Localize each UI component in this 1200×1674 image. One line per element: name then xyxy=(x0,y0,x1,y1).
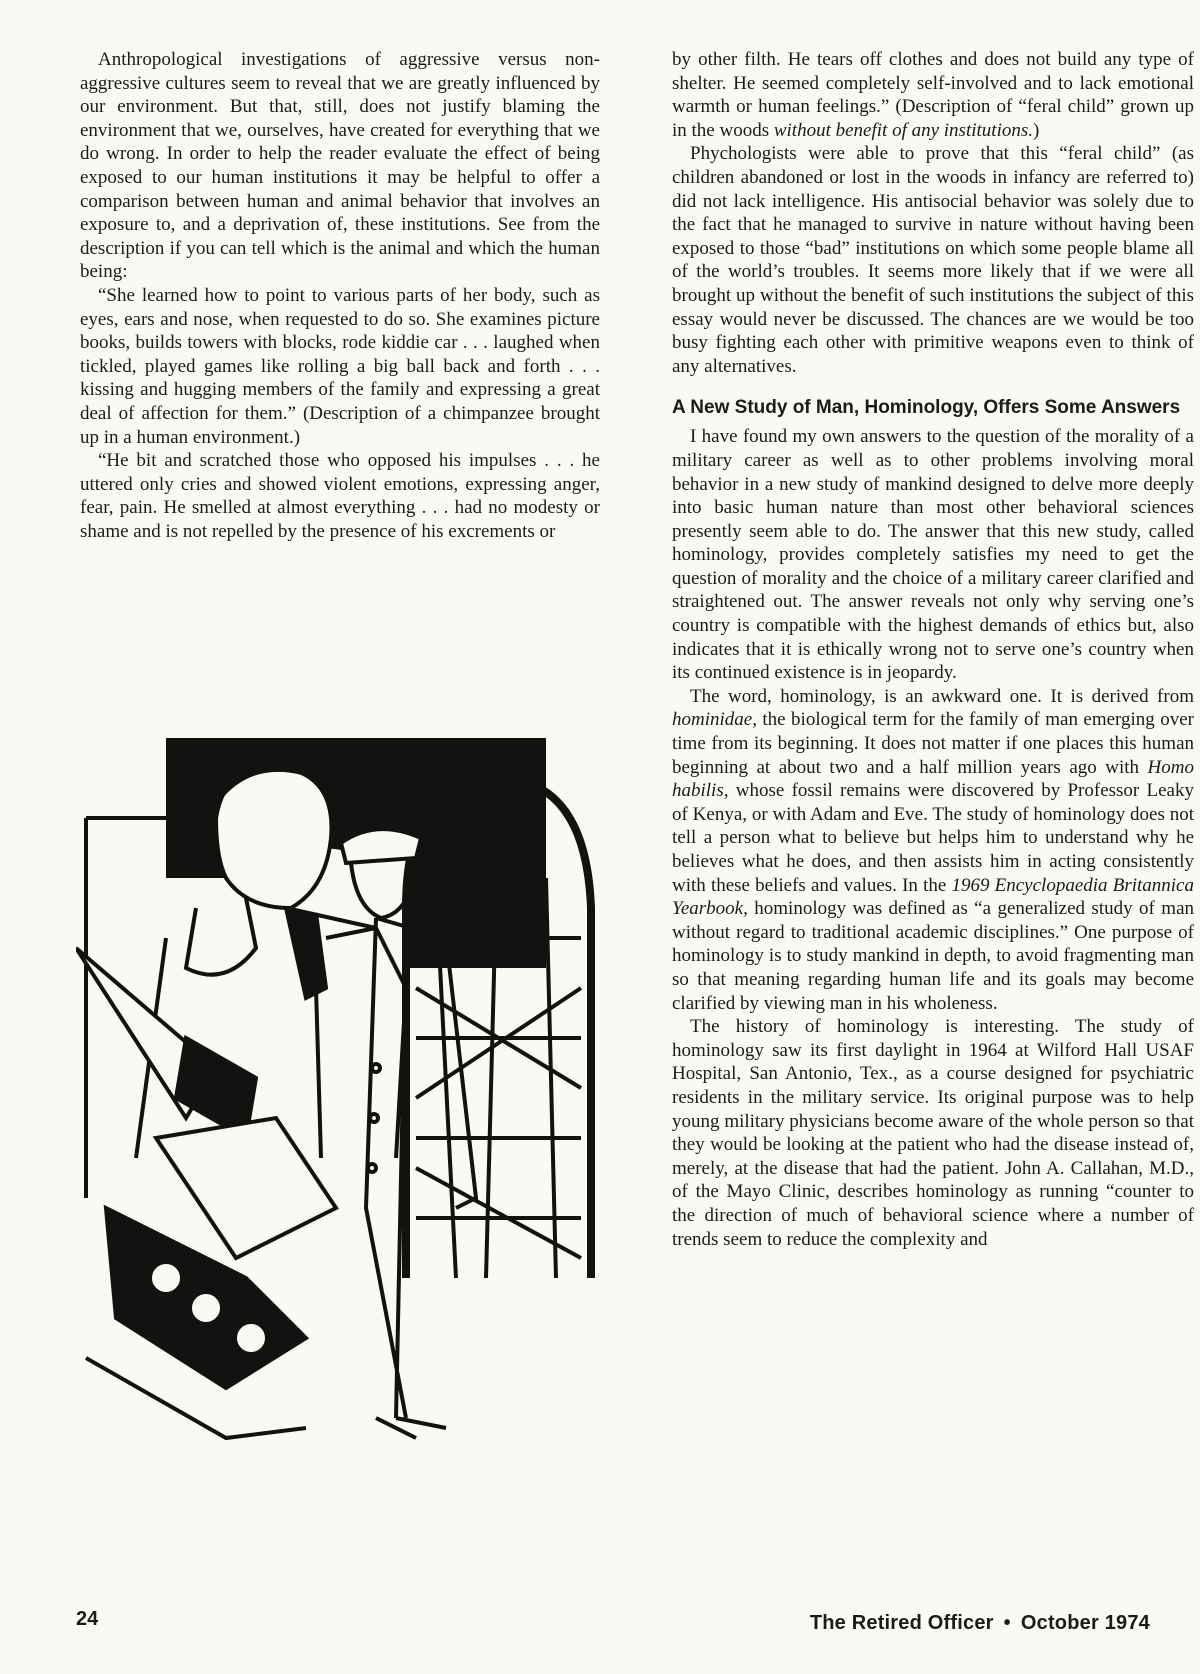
italic-run: hominidae, xyxy=(672,709,757,731)
tank-drawing xyxy=(86,1118,336,1438)
body-paragraph: The history of hominology is interesting. The study of hominology saw its first daylight in 1964 at Wilford Hall USAF Hospital, San Antonio, Tex., as a course designed for psychiatric residents in the military service. Its original purpose was to help young military physicians become aware of the whole person so that they would be looking at the patient who had the disease instead of, merely, at the disease that had the patient. John A. Callahan, M.D., of the Mayo Clinic, describes hominology as running “counter to the direction of much of behavioral science where a number of trends seem to reduce the complexity and xyxy=(672,1016,1194,1250)
right-column xyxy=(672,48,1194,1251)
body-paragraph: “He bit and scratched those who opposed his impulses . . . he uttered only cries and showed violent emotions, expressing anger, fear, pain. He smelled at almost everything . . . had no modesty or shame and is not repelled by the presence of his excrements or xyxy=(80,450,600,542)
text-run: whose fossil remains were discovered by Professor Leaky of Kenya, or with Adam and Eve. The study of hominology does not tell a person what to believe but helps him to understand why he believes what he does, and then assists him in acting consistently with these beliefs and values. In the xyxy=(672,780,1194,896)
section-heading: A New Study of Man, Hominology, Offers Some Answers xyxy=(672,397,1181,419)
italic-run: Homo habilis, xyxy=(672,756,1194,802)
separator-dot: • xyxy=(1003,1612,1011,1634)
article-illustration xyxy=(76,738,606,1508)
page-number: 24 xyxy=(76,1608,99,1630)
italic-run: without benefit of any institutions. xyxy=(773,119,1033,141)
missile-drawing xyxy=(76,948,256,1138)
text-run: by other filth. He tears off clothes and does not build any type of shelter. He seemed completely self-involved and to lack emotional warmth or human feelings.” (Description of “feral child” grown up in the woods xyxy=(672,49,1194,141)
body-paragraph xyxy=(672,685,1194,1015)
body-paragraph: Phychologists were able to prove that this “feral child” (as children abandoned or lost in the woods in infancy are referred to) did not lack intelligence. His antisocial behavior was solely due to the fact that he managed to survive in nature without having been exposed to those “bad” institutions on which some people blame all of the world’s troubles. It seems more likely that if we were all brought up without the benefit of such institutions the subject of this essay would never be discussed. The chances are we would be too busy fighting each other with primitive weapons even to think of any alternatives. xyxy=(672,143,1194,377)
body-paragraph: “She learned how to point to various parts of her body, such as eyes, ears and nose, when requested to do so. She examines picture books, builds towers with blocks, rode kiddie car . . . laughed when tickled, played games like rolling a big ball back and forth . . . kissing and hugging members of the family and expressing a great deal of affection for them.” (Description of a chimpanzee brought up in a human environment.) xyxy=(80,284,600,448)
publication-title: The Retired Officer xyxy=(809,1612,994,1634)
body-paragraph xyxy=(672,48,1194,142)
left-column xyxy=(80,48,600,543)
text-run: The word, hominology, is an awkward one. It is derived from xyxy=(690,685,1194,707)
issue-date: October 1974 xyxy=(1020,1612,1150,1634)
text-run: hominology was defined as “a generalized study of man without regard to traditional academic disciplines.” One purpose of hominology is to study mankind in depth, to avoid fragmenting man so that meaning regarding human life and its goals may become clarified by viewing man in his wholeness. xyxy=(672,898,1194,1014)
text-run: ) xyxy=(1033,119,1040,141)
italic-run: 1969 Encyclopaedia Britannica Yearbook, xyxy=(672,874,1194,920)
body-paragraph: I have found my own answers to the question of the morality of a military career as well as to other problems involving moral behavior in a new study of mankind designed to delve more deeply into basic human nature than most other behavioral sciences presently seem able to do. The answer that this new study, called hominology, provides completely satisfies my need to get the question of morality and the choice of a military career clarified and straightened out. The answer reveals not only why serving one’s country is compatible with the highest demands of ethics but, also indicates that it is ethically wrong not to serve one’s country when its continued existence is in jeopardy. xyxy=(672,426,1194,684)
running-footer xyxy=(810,1612,1150,1635)
text-run: the biological term for the family of man emerging over time from its beginning. It does not matter if one places this human beginning at about two and a half million years ago with xyxy=(672,709,1194,778)
body-paragraph: Anthropological investigations of aggressive versus non-aggressive cultures seem to reveal that we are greatly influenced by our environment. But that, still, does not justify blaming the environment that we, ourselves, have created for everything that we do wrong. In order to help the reader evaluate the effect of being exposed to our human institutions it may be helpful to offer a comparison between human and animal behavior that involves an exposure to, and a deprivation of, these institutions. See from the description if you can tell which is the animal and which the human being: xyxy=(80,49,600,283)
